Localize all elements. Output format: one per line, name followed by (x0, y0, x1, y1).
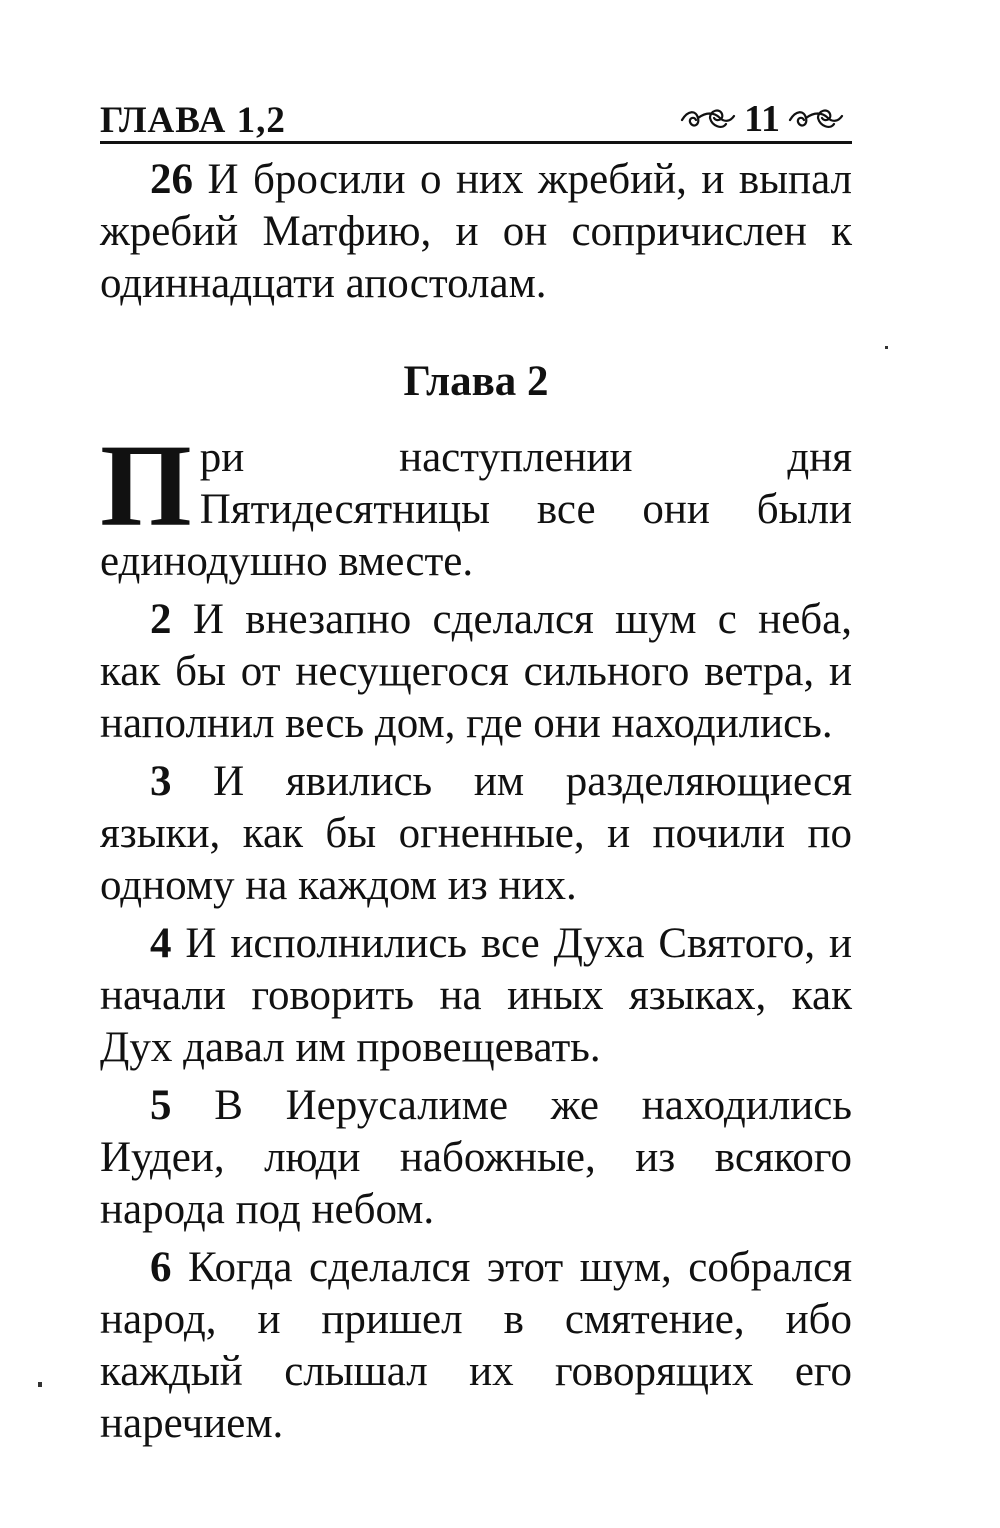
verse-paragraph (100, 1242, 852, 1450)
verse-text: И бросили о них жребий, и выпал жребий Матфию, и он сопричислен к одиннадцати апостолам. (100, 156, 852, 307)
verse-number: 6 (150, 1244, 172, 1291)
scan-speck (38, 1382, 42, 1387)
right-ornament-icon (788, 106, 844, 132)
verse-number: 5 (150, 1082, 172, 1129)
opening-paragraph (100, 420, 852, 588)
chapter-heading: Глава 2 (403, 358, 549, 405)
verse-paragraph (100, 1080, 852, 1236)
drop-cap: П (100, 420, 192, 551)
body-text (100, 154, 852, 1450)
verse-number: 2 (150, 596, 172, 643)
chapter-reference: ГЛАВА 1,2 (100, 100, 286, 141)
scan-speck (885, 346, 888, 349)
verse-number: 26 (150, 156, 193, 203)
opening-text: ри наступлении дня Пятидесятницы все они были единодушно вместе. (100, 434, 852, 585)
book-page (100, 95, 852, 1456)
verse-text: И явились им разделяющиеся языки, как бы огненные, и почили по одному на каждом из них. (100, 758, 852, 909)
left-ornament-icon (680, 106, 736, 132)
running-header (100, 95, 852, 144)
verse-text: И внезапно сделался шум с неба, как бы от несущегося сильного ветра, и наполнил весь дом, где они находились. (100, 596, 852, 747)
verse-text: И исполнились все Духа Святого, и начали говорить на иных языках, как Дух давал им провещевать. (100, 920, 852, 1071)
verse-paragraph (100, 918, 852, 1074)
page-number: 11 (744, 98, 780, 140)
verse-text: Когда сделался этот шум, собрался народ, и пришел в смятение, ибо каждый слышал их говорящих его наречием. (100, 1244, 852, 1447)
verse-number: 3 (150, 758, 172, 805)
page-number-group (680, 97, 844, 141)
verse-paragraph (100, 756, 852, 912)
verse-paragraph (100, 154, 852, 310)
verse-number: 4 (150, 920, 172, 967)
verse-paragraph (100, 594, 852, 750)
verse-text: В Иерусалиме же находились Иудеи, люди набожные, из всякого народа под небом. (100, 1082, 852, 1233)
